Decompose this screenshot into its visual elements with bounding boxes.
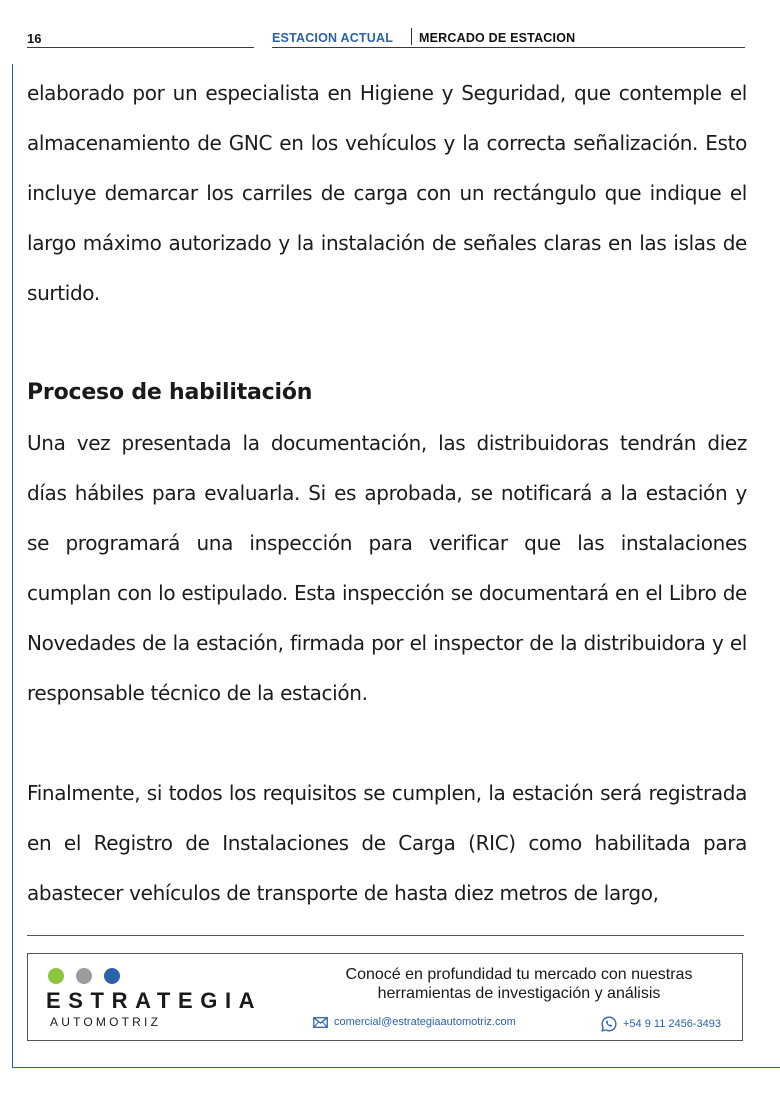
tagline-line-1: Conocé en profundidad tu mercado con nuestras	[345, 966, 693, 983]
mail-icon	[313, 1017, 328, 1028]
page-number: 16	[27, 31, 42, 46]
ad-tagline	[313, 965, 725, 1003]
paragraph-2: Una vez presentada la documentación, las distribuidoras tendrán diez días hábiles para evaluarla. Si es aprobada, se notificará a la estación y se programará una inspección para verificar que las instalaciones cumplan con lo estipulado. Esta inspección se documentará en el Libro de Novedades de la estación, firmada por el inspector de la distribuidora y el responsable técnico de la estación.	[27, 431, 747, 705]
article-body	[27, 68, 747, 918]
green-dot-icon	[48, 968, 64, 984]
advertisement-banner[interactable]	[27, 953, 743, 1041]
section-title: ESTACION ACTUAL	[272, 31, 394, 45]
subsection-title: MERCADO DE ESTACION	[419, 31, 576, 45]
paragraph-gap	[27, 318, 747, 368]
brand-logo-text: ESTRATEGIA	[46, 988, 263, 1013]
gray-dot-icon	[76, 968, 92, 984]
tagline-line-2: herramientas de investigación y análisis	[377, 985, 661, 1002]
header-rule-right	[272, 47, 745, 48]
blue-dot-icon	[104, 968, 120, 984]
email-contact[interactable]	[313, 1016, 516, 1028]
page-frame-left	[12, 64, 13, 1068]
page-header	[0, 0, 780, 50]
phone-number: +54 9 11 2456-3493	[623, 1018, 721, 1030]
page-frame-bottom	[12, 1067, 780, 1068]
brand-subtitle: AUTOMOTRIZ	[50, 1015, 162, 1029]
header-separator	[411, 28, 412, 45]
phone-contact[interactable]	[601, 1016, 721, 1032]
header-rule-left	[27, 47, 254, 48]
section-heading: Proceso de habilitación	[27, 380, 313, 405]
paragraph-3: Finalmente, si todos los requisitos se cumplen, la estación será registrada en el Registro de Instalaciones de Carga (RIC) como habilitada para abastecer vehículos de transporte de hasta diez metros de largo,	[27, 781, 747, 905]
ad-divider	[27, 935, 744, 936]
email-address: comercial@estrategiaautomotriz.com	[334, 1016, 516, 1028]
paragraph-gap	[27, 718, 747, 768]
paragraph-1: elaborado por un especialista en Higiene y Seguridad, que contemple el almacenamiento de GNC en los vehículos y la correcta señalización. Esto incluye demarcar los carriles de carga con un rectángulo que indique el largo máximo autorizado y la instalación de señales claras en las islas de surtido.	[27, 81, 747, 305]
whatsapp-icon	[601, 1016, 617, 1032]
